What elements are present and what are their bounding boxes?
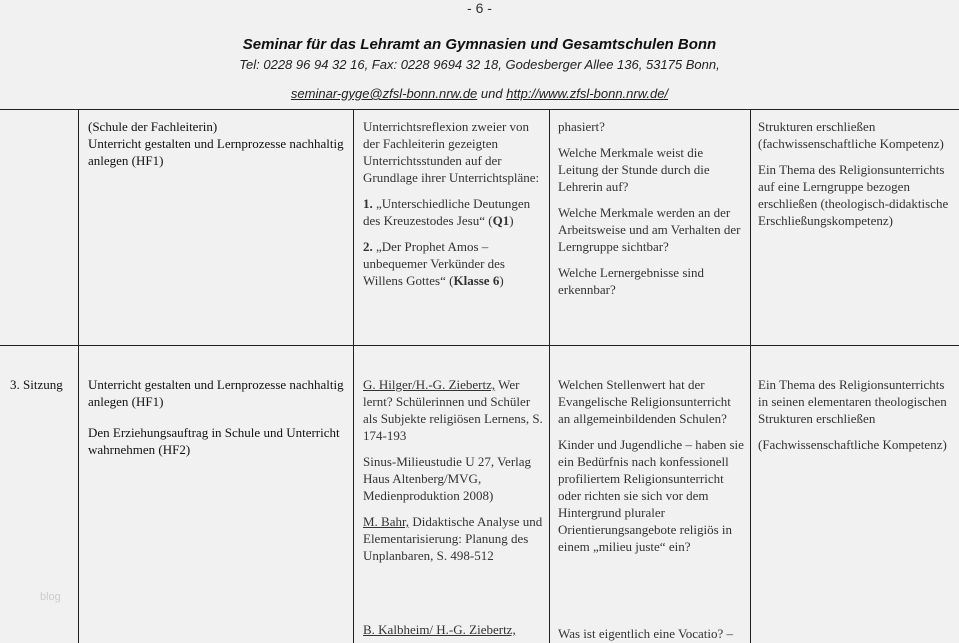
table-row-divider — [0, 345, 959, 346]
competence-hf1: Unterricht gestalten und Lernprozesse nachhaltig anlegen (HF1) — [88, 136, 344, 168]
question: Welche Lernergebnisse sind erkennbar? — [558, 265, 704, 297]
table-top-border — [0, 109, 959, 110]
row1-competencies-cell — [758, 118, 954, 238]
lesson-item-2: 2. „Der Prophet Amos – unbequemer Verkünder des Willens Gottes“ (Klasse 6) — [363, 239, 505, 288]
competence-text: Strukturen erschließen (fachwissenschaftliche Kompetenz) — [758, 119, 944, 151]
lesson-item-1: 1. „Unterschiedliche Deutungen des Kreuzestodes Jesu“ (Q1) — [363, 196, 531, 228]
row2-competence-cell — [88, 376, 346, 467]
competence-hf2: Den Erziehungsauftrag in Schule und Unterricht wahrnehmen (HF2) — [88, 425, 340, 457]
table-col-divider — [353, 109, 354, 643]
question: Kinder und Jugendliche – haben sie ein Bedürfnis nach konfessionell profiliertem Religionsunterricht oder richten sie sich vor dem Hintergrund pluraler Orientierungsangebote religiös in einem „milieu juste“ ein? — [558, 437, 744, 554]
table-col-divider — [549, 109, 550, 643]
literature-ref: M. Bahr, Didaktische Analyse und Elementarisierung: Planung des Unplanbaren, S. 498-512 — [363, 514, 543, 563]
page-number: - 6 - — [467, 0, 492, 16]
row1-content-cell — [363, 118, 543, 298]
literature-ref: G. Hilger/H.-G. Ziebertz, Wer lernt? Schülerinnen und Schüler als Subjekte religiösen Lernens, S. 174-193 — [363, 377, 543, 443]
competence-text: Ein Thema des Religionsunterrichts auf eine Lerngruppe bezogen erschließen (theologisch-didaktische Erschließungskompetenz) — [758, 162, 949, 228]
lesson-reflection-intro: Unterrichtsreflexion zweier von der Fachleiterin gezeigten Unterrichtsstunden auf der Grundlage ihrer Unterrichtspläne: — [363, 119, 540, 185]
question: Welche Merkmale weist die Leitung der Stunde durch die Lehrerin auf? — [558, 145, 710, 194]
question: Welche Merkmale werden an der Arbeitsweise und am Verhalten der Lerngruppe sichtbar? — [558, 205, 741, 254]
literature-ref: Sinus-Milieustudie U 27, Verlag Haus Altenberg/MVG, Medienproduktion 2008) — [363, 454, 532, 503]
seminar-address: Tel: 0228 96 94 32 16, Fax: 0228 9694 32 18, Godesberger Allee 136, 53175 Bonn, — [239, 57, 720, 72]
competence-text: (Fachwissenschaftliche Kompetenz) — [758, 437, 947, 452]
question: Welchen Stellenwert hat der Evangelische Religionsunterricht an allgemeinbildenden Schulen? — [558, 377, 731, 426]
table-col-divider — [750, 109, 751, 643]
links-connector: und — [477, 86, 507, 101]
row2-questions-cell — [558, 376, 744, 564]
row1-competence-cell — [88, 118, 346, 178]
website-link[interactable]: http://www.zfsl-bonn.nrw.de/ — [506, 86, 669, 101]
seminar-links — [0, 86, 959, 101]
row2-literature-cell — [363, 376, 543, 573]
school-note: (Schule der Fachleiterin) — [88, 119, 218, 134]
question: phasiert? — [558, 119, 605, 134]
session-label: 3. Sitzung — [10, 377, 63, 392]
seminar-title: Seminar für das Lehramt an Gymnasien und Gesamtschulen Bonn — [242, 36, 717, 53]
email-link[interactable]: seminar-gyge@zfsl-bonn.nrw.de — [290, 86, 478, 101]
competence-text: Ein Thema des Religionsunterrichts in seinen elementaren theologischen Strukturen erschließen — [758, 377, 947, 426]
literature-ref: B. Kalbheim/ H.-G. Ziebertz, — [363, 622, 516, 637]
competence-hf1: Unterricht gestalten und Lernprozesse nachhaltig anlegen (HF1) — [88, 377, 344, 409]
question: Was ist eigentlich eine Vocatio? – — [558, 626, 734, 641]
row2-competencies-cell — [758, 376, 954, 462]
table-col-divider — [78, 109, 79, 643]
row1-questions-cell — [558, 118, 744, 307]
watermark: blog — [40, 591, 61, 603]
